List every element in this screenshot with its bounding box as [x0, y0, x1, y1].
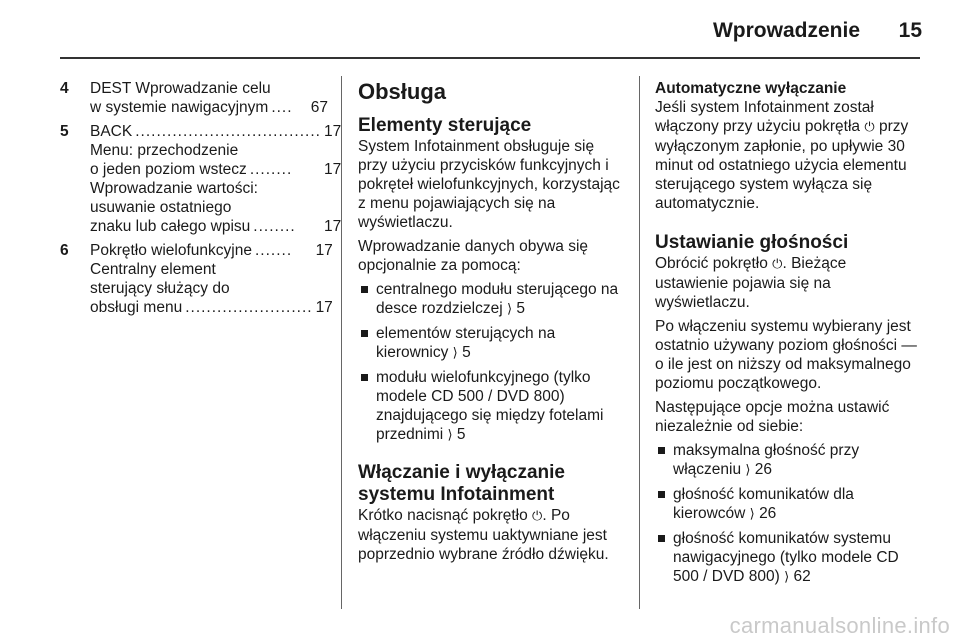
legend-entry — [60, 122, 342, 236]
page-reference: 5 — [456, 426, 466, 443]
operation-column — [358, 79, 624, 569]
legend-text: w systemie nawigacyjnym — [90, 99, 269, 116]
paragraph: Następujące opcje można ustawić niezależnie od siebie: — [655, 399, 890, 435]
power-knob-icon: ⏻ — [772, 257, 783, 272]
page-ref-arrow-icon: ⟩ — [784, 570, 790, 585]
bullet-square-icon — [361, 286, 368, 293]
list-item: głośność komunikatów systemu nawigacyjnego (tylko modele CD 500 / DVD 800) ⟩ 62 — [655, 529, 923, 587]
bullet-list — [358, 280, 624, 445]
leader-dots: .... — [271, 99, 293, 116]
header-divider — [60, 57, 920, 59]
paragraph: Wprowadzanie danych obywa się opcjonalnie za pomocą: — [358, 238, 589, 274]
list-item: głośność komunikatów dla kierowców ⟩ 26 — [655, 485, 923, 524]
settings-column — [655, 79, 923, 592]
legend-text: DEST Wprowadzanie celu — [90, 80, 271, 97]
leader-dots: ........................ — [185, 299, 313, 316]
legend-text: usuwanie ostatniego — [90, 199, 232, 216]
page-reference: 67 — [310, 99, 328, 116]
leader-dots: ................................... — [135, 123, 321, 140]
paragraph: Obrócić pokrętło ⏻. Bieżące ustawienie pojawia się na wyświetlaczu. — [655, 255, 847, 311]
list-item: modułu wielofunkcyjnego (tylko modele CD 500 / DVD 800) znajdującego się między fotelami przednimi ⟩ 5 — [358, 368, 624, 445]
legend-text: Pokrętło wielofunkcyjne — [90, 242, 252, 259]
legend-text: o jeden poziom wstecz — [90, 161, 247, 178]
page-reference: 17 — [315, 299, 333, 316]
page-reference: 17 — [323, 123, 342, 140]
list-item: centralnego modułu sterującego na desce rozdzielczej ⟩ 5 — [358, 280, 624, 319]
page-reference: 62 — [793, 568, 811, 585]
legend-text: BACK — [90, 123, 133, 140]
column-divider-2 — [639, 76, 640, 609]
list-item: elementów sterujących na kierownicy ⟩ 5 — [358, 324, 624, 363]
legend-number: 6 — [60, 242, 69, 259]
bullet-square-icon — [658, 491, 665, 498]
power-knob-icon: ⏻ — [864, 120, 875, 135]
legend-entry — [60, 79, 328, 117]
page-reference: 17 — [323, 218, 342, 235]
leader-dots: ........ — [253, 218, 296, 235]
legend-entry — [60, 241, 333, 317]
legend-number: 5 — [60, 123, 69, 140]
legend-text: obsługi menu — [90, 299, 183, 316]
bullet-square-icon — [361, 374, 368, 381]
paragraph: Po włączeniu systemu wybierany jest ostatnio używany poziom głośności — o ile jest on niższy od maksymalnego poziomu początkowego. — [655, 318, 917, 392]
legend-number: 4 — [60, 80, 69, 97]
page-ref-arrow-icon: ⟩ — [506, 302, 513, 317]
section-heading: Obsługa — [358, 79, 447, 104]
page-number: 15 — [898, 19, 922, 42]
page-ref-arrow-icon: ⟩ — [452, 346, 458, 361]
legend-column — [60, 79, 342, 322]
watermark: carmanualsonline.info — [729, 613, 950, 638]
page-reference: 5 — [516, 300, 525, 317]
power-knob-icon: ⏻ — [532, 509, 543, 524]
page-reference: 26 — [759, 505, 777, 522]
leader-dots: ....... — [254, 242, 293, 259]
page-reference: 26 — [754, 461, 773, 478]
paragraph: Jeśli system Infotainment został włączony przy użyciu pokrętła ⏻ przy wyłączonym zapłonie, po upływie 30 minut od ostatniego użycia elementu sterującego system wyłącza się automatycznie. — [655, 99, 909, 212]
paragraph: Krótko nacisnąć pokrętło ⏻. Po włączeniu systemu uaktywniane jest poprzednio wybrane źródło dźwięku. — [358, 507, 609, 563]
page-ref-arrow-icon: ⟩ — [447, 428, 453, 443]
subsection-title: Elementy sterujące — [358, 115, 532, 136]
page-reference: 5 — [462, 344, 471, 361]
page-reference: 17 — [315, 242, 333, 259]
legend-text: Wprowadzanie wartości: — [90, 180, 258, 197]
page-title: Wprowadzenie — [712, 19, 860, 42]
bullet-list — [655, 441, 923, 587]
subsection-title: Ustawianie głośności — [655, 232, 849, 253]
paragraph: System Infotainment obsługuje się przy użyciu przycisków funkcyjnych i pokręteł wielofunkcyjnych, korzystając z menu pojawiających się na wyświetlaczu. — [358, 138, 620, 231]
page-ref-arrow-icon: ⟩ — [749, 507, 755, 522]
bullet-square-icon — [658, 447, 665, 454]
subsection-title: Automatyczne wyłączanie — [655, 80, 847, 97]
page-reference: 17 — [323, 161, 342, 178]
leader-dots: ........ — [249, 161, 293, 178]
subsection-title: Włączanie i wyłączanie systemu Infotainment — [358, 462, 565, 505]
page-ref-arrow-icon: ⟩ — [745, 463, 751, 478]
list-item: maksymalna głośność przy włączeniu ⟩ 26 — [655, 441, 923, 480]
bullet-square-icon — [658, 535, 665, 542]
legend-text: znaku lub całego wpisu — [90, 218, 251, 235]
bullet-square-icon — [361, 330, 368, 337]
legend-text: sterujący służący do — [90, 280, 230, 297]
legend-text: Menu: przechodzenie — [90, 142, 239, 159]
legend-text: Centralny element — [90, 261, 216, 278]
